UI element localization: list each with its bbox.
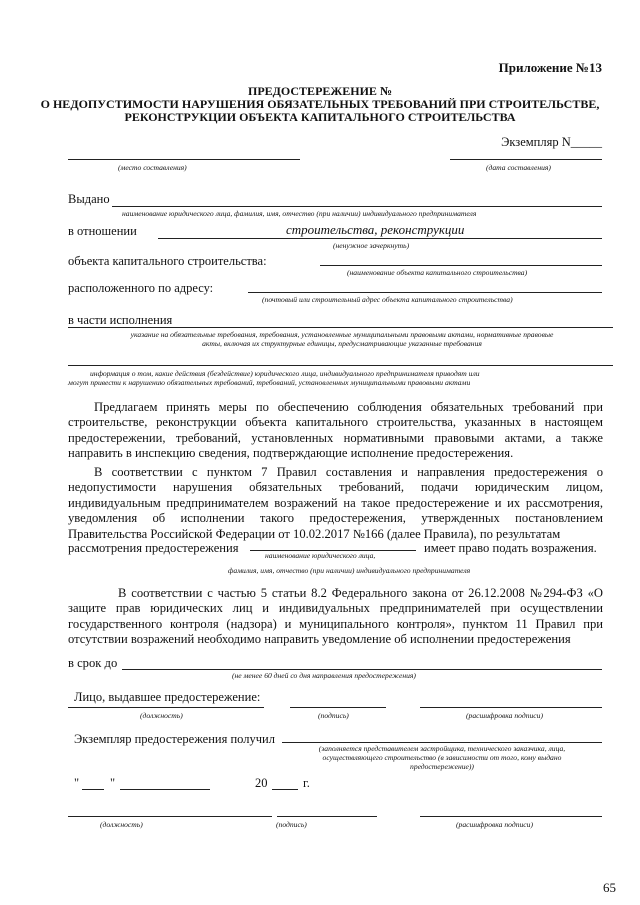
regarding-value: строительства, реконструкции — [286, 222, 465, 237]
document-title — [40, 85, 600, 124]
title-line-1: ПРЕДОСТЕРЕЖЕНИЕ № — [247, 84, 392, 98]
deadline-line — [122, 669, 602, 670]
issuer-decoding-line — [420, 707, 602, 708]
date-caption: (дата составления) — [486, 163, 551, 172]
object-line — [320, 265, 602, 266]
address-label: расположенного по адресу: — [68, 281, 214, 295]
date-quote-close: " — [110, 776, 116, 790]
paragraph-proposal: Предлагаем принять меры по обеспечению соблюдения обязательных требований при строительстве, реконструкции объекта капитального строительства, указанных в настоящем предостережении, требований, установленных нормативными правовыми актами, а также направить в инспекцию сведения, подтверждающие исполнение предостережения. — [68, 400, 603, 461]
execution-line — [68, 327, 613, 328]
paragraph-objections: В соответствии с пунктом 7 Правил составления и направления предостережения о недопустимости нарушения обязательных требований, подачи юридическим лицом, индивидуальным предпринимателем возражений на такое предостережение и их рассмотрения, уведомления об исполнении такого предостережения, утвержденных постановлением Правительства Российской Федерации от 10.02.2017 №166 (далее Правила), по результатам — [68, 465, 603, 541]
address-caption: (почтовый или строительный адрес объекта капитального строительства) — [262, 295, 513, 304]
day-line — [82, 789, 104, 790]
date-line — [450, 159, 602, 160]
title-line-2: О НЕДОПУСТИМОСТИ НАРУШЕНИЯ ОБЯЗАТЕЛЬНЫХ ТРЕБОВАНИЙ ПРИ СТРОИТЕЛЬСТВЕ, — [40, 97, 600, 111]
date-quote-open: " — [74, 776, 80, 790]
receiver-decoding-caption: (расшифровка подписи) — [456, 820, 533, 829]
info-caption-2: могут привести к нарушению обязательных требований, требований, установленных муниципальными правовыми актами — [68, 378, 471, 387]
address-line — [248, 292, 602, 293]
para2-inline-caption: наименование юридического лица, — [265, 551, 376, 560]
deadline-caption: (не менее 60 дней со дня направления предостережения) — [232, 671, 416, 680]
place-line — [68, 159, 300, 160]
info-caption — [68, 369, 613, 387]
receiver-caption-1: (заполняется представителем застройщика, технического заказчика, лица, — [318, 744, 566, 753]
issuer-signature-caption: (подпись) — [318, 711, 349, 720]
regarding-line — [158, 238, 602, 239]
issuer-signature-line — [290, 707, 386, 708]
receiver-caption — [282, 744, 602, 771]
receiver-label: Экземпляр предостережения получил — [74, 732, 275, 746]
receiver-signature-caption: (подпись) — [276, 820, 307, 829]
issuer-decoding-caption: (расшифровка подписи) — [466, 711, 543, 720]
para3-deadline-label: в срок до — [68, 656, 118, 670]
para2-caption: фамилия, имя, отчество (при наличии) индивидуального предпринимателя — [228, 566, 471, 575]
issuer-position-line — [68, 707, 264, 708]
info-line — [68, 365, 613, 366]
receiver-signature-line — [277, 816, 377, 817]
para2-last-start: рассмотрения предостережения — [68, 541, 239, 555]
regarding-label: в отношении — [68, 224, 137, 238]
year-line — [272, 789, 298, 790]
receiver-line — [282, 742, 602, 743]
regarding-caption: (ненужное зачеркнуть) — [333, 241, 410, 250]
appendix-label: Приложение №13 — [498, 60, 602, 75]
execution-caption-1: указание на обязательные требования, требования, установленные муниципальными правовыми актами, нормативные правовые — [130, 330, 554, 339]
issuer-position-caption: (должность) — [140, 711, 183, 720]
receiver-decoding-line — [420, 816, 602, 817]
receiver-caption-3: предостережение)) — [410, 762, 474, 771]
receiver-position-caption: (должность) — [100, 820, 143, 829]
execution-caption — [66, 330, 618, 348]
execution-caption-2: акты, включая их структурные единицы, предусматривающие указанные требования — [202, 339, 482, 348]
place-caption: (место составления) — [118, 163, 187, 172]
info-caption-1: информация о том, какие действия (бездействие) юридического лица, индивидуального предпринимателя приводят или — [90, 369, 480, 378]
receiver-caption-2: осуществляющего строительство (в зависимости от того, кому выдано — [322, 753, 562, 762]
issued-line — [112, 206, 602, 207]
title-line-3: РЕКОНСТРУКЦИИ ОБЪЕКТА КАПИТАЛЬНОГО СТРОИТЕЛЬСТВА — [124, 110, 516, 124]
issued-label: Выдано — [68, 192, 110, 206]
month-line — [120, 789, 210, 790]
year-suffix: г. — [303, 776, 310, 790]
issued-caption: наименование юридического лица, фамилия, имя, отчество (при наличии) индивидуального предпринимателя — [122, 209, 477, 218]
issuer-label: Лицо, выдавшее предостережение: — [74, 690, 261, 704]
page-number: 65 — [603, 880, 616, 895]
receiver-position-line — [68, 816, 272, 817]
object-label: объекта капитального строительства: — [68, 254, 267, 268]
copy-number: Экземпляр N_____ — [501, 135, 602, 149]
object-caption: (наименование объекта капитального строительства) — [347, 268, 528, 277]
year-prefix: 20 — [255, 776, 268, 790]
execution-label: в части исполнения — [68, 313, 173, 327]
para2-last-end: имеет право подать возражения. — [424, 541, 597, 555]
paragraph-deadline: В соответствии с частью 5 статьи 8.2 Федерального закона от 26.12.2008 №294-ФЗ «О защите прав юридических лиц и индивидуальных предпринимателей при осуществлении государственного контроля (надзора) и муниципального контроля», пунктом 11 Правил при отсутствии возражений необходимо направить уведомление об исполнении предостережения — [68, 586, 603, 647]
